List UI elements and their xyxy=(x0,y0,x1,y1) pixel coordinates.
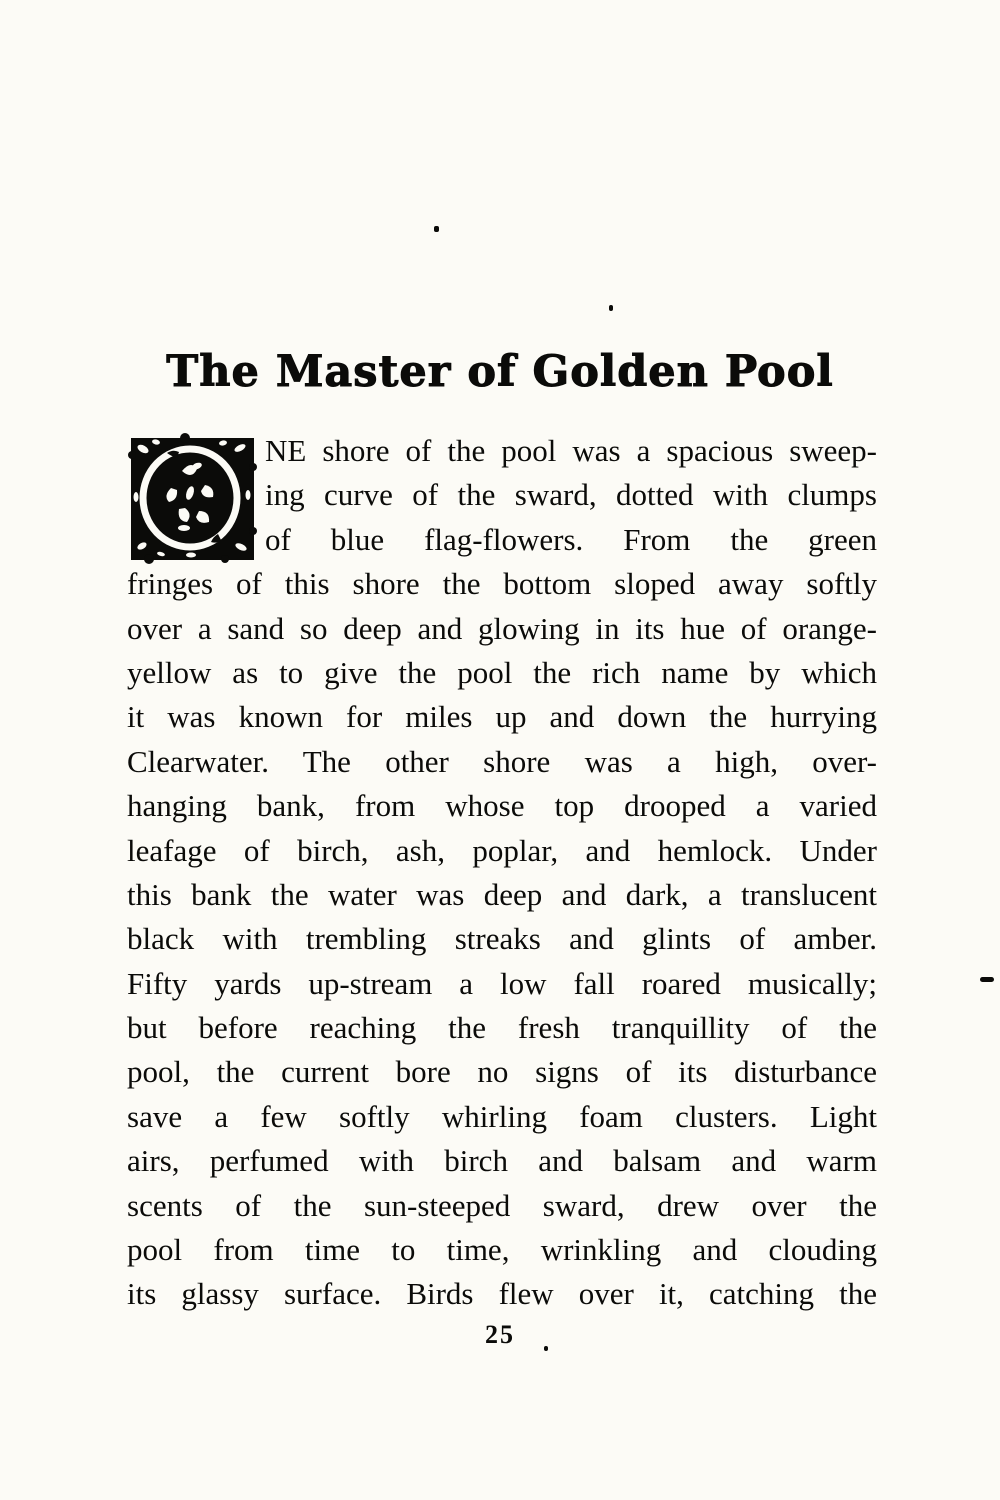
text-line: save a few softly whirling foam clusters. Light xyxy=(127,1098,877,1134)
text-line: it was known for miles up and down the hurrying xyxy=(127,699,877,735)
scan-speck xyxy=(544,1346,548,1351)
text-line: fringes of this shore the bottom sloped away softly xyxy=(127,566,877,602)
text-line: hanging bank, from whose top drooped a varied xyxy=(127,788,877,824)
ornamental-drop-cap-O-icon xyxy=(127,433,258,565)
text-line: airs, perfumed with birch and balsam and warm xyxy=(127,1143,877,1179)
body-text-block xyxy=(127,429,877,1317)
text-line: leafage of birch, ash, poplar, and hemlock. Under xyxy=(127,832,877,868)
page-number: 25 xyxy=(485,1320,515,1349)
text-line: over a sand so deep and glowing in its hue of orange- xyxy=(127,610,877,646)
text-line: pool from time to time, wrinkling and clouding xyxy=(127,1232,877,1268)
scan-speck xyxy=(434,226,439,232)
text-line: Clearwater. The other shore was a high, over- xyxy=(127,743,877,779)
chapter-title: The Master of Golden Pool xyxy=(166,347,834,397)
text-line: its glassy surface. Birds flew over it, catching the xyxy=(127,1276,877,1312)
text-line: NE shore of the pool was a spacious sweep- xyxy=(265,433,877,468)
text-line: black with trembling streaks and glints of amber. xyxy=(127,921,877,957)
text-line: pool, the current bore no signs of its disturbance xyxy=(127,1054,877,1090)
scan-speck xyxy=(609,305,613,311)
text-line: of blue flag-flowers. From the green xyxy=(265,521,877,557)
text-line: Fifty yards up-stream a low fall roared musically; xyxy=(127,965,877,1001)
text-line: scents of the sun-steeped sward, drew over the xyxy=(127,1187,877,1223)
scan-dash-artifact xyxy=(980,977,994,982)
text-line: ing curve of the sward, dotted with clumps xyxy=(265,477,877,513)
text-line: yellow as to give the pool the rich name by which xyxy=(127,654,877,690)
text-line: but before reaching the fresh tranquillity of the xyxy=(127,1010,877,1046)
text-line: this bank the water was deep and dark, a translucent xyxy=(127,876,877,912)
